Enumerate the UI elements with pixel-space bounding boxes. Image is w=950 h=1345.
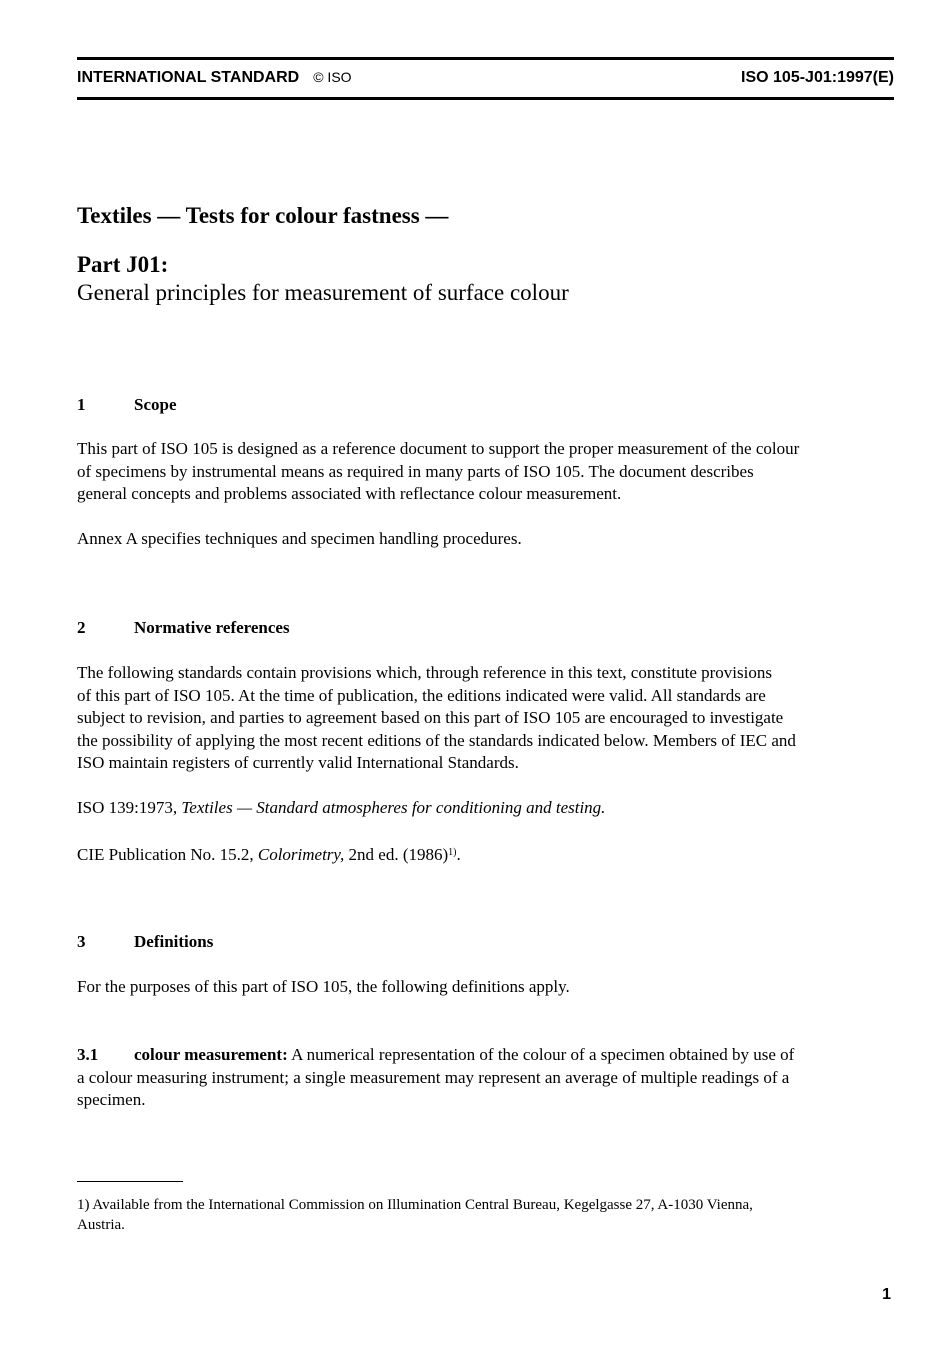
paragraph-line: of this part of ISO 105. At the time of publication, the editions indicated were valid. All standards are [77,685,766,705]
definition-term: colour measurement: [134,1045,288,1064]
section-number: 3 [77,932,86,951]
paragraph-line: The following standards contain provisions which, through reference in this text, constitute provisions [77,663,772,682]
footnote-line: Austria. [77,1217,125,1233]
paragraph-line: of specimens by instrumental means as required in many parts of ISO 105. The document describes [77,461,754,481]
reference-number: ISO 139:1973, [77,798,182,817]
paragraph-line: the possibility of applying the most recent editions of the standards indicated below. Members of IEC and [77,730,796,750]
footnote-separator [77,1181,183,1182]
reference-title: Textiles — Standard atmospheres for conditioning and testing. [181,798,606,817]
paragraph-line: general concepts and problems associated with reflectance colour measurement. [77,484,622,503]
document-title: Textiles — Tests for colour fastness — [77,203,449,228]
section-heading-normative-references [77,618,290,638]
reference-title: Colorimetry, [257,845,345,864]
scope-annex-paragraph: Annex A specifies techniques and specimen handling procedures. [77,529,522,548]
definition-number: 3.1 [77,1045,99,1064]
section-heading-scope [77,395,177,415]
document-part: Part J01: [77,252,169,277]
definition-3-1 [77,1044,895,1112]
header-standard-label: INTERNATIONAL STANDARD [77,69,300,86]
reference-iso-139 [77,797,895,820]
normative-paragraph [77,662,895,775]
header-bottom-rule [77,97,894,100]
header-left [77,69,352,87]
section-heading-definitions [77,932,213,952]
paragraph-line: subject to revision, and parties to agreement based on this part of ISO 105 are encouraged to investigate [77,708,784,727]
footnote [77,1195,895,1235]
footnote-line: 1) Available from the International Commission on Illumination Central Bureau, Kegelgasse 27, A-1030 Vienna, [77,1197,753,1213]
footnote-marker: 1) [448,847,457,858]
header-top-rule [77,57,894,60]
document-subtitle: General principles for measurement of surface colour [77,280,569,305]
paragraph-line: ISO maintain registers of currently valid International Standards. [77,753,519,772]
section-title: Normative references [134,618,290,637]
paragraph-line: a colour measuring instrument; a single measurement may represent an average of multiple readings of a [77,1067,790,1087]
scope-paragraph [77,438,895,506]
section-title: Definitions [134,932,214,951]
paragraph-line: This part of ISO 105 is designed as a reference document to support the proper measurement of the colour [77,439,800,458]
definition-first-line [77,1044,895,1067]
section-number: 1 [77,395,86,414]
reference-end: . [456,845,461,864]
definition-text: A numerical representation of the colour of a specimen obtained by use of [287,1045,795,1064]
reference-number: CIE Publication No. 15.2, [77,845,258,864]
reference-edition: 2nd ed. (1986) [344,845,449,864]
header-copyright: © ISO [313,69,352,85]
section-title: Scope [134,395,177,414]
reference-cie-15-2 [77,842,895,867]
paragraph-line: specimen. [77,1090,146,1109]
page-number: 1 [882,1286,891,1303]
definitions-paragraph: For the purposes of this part of ISO 105, the following definitions apply. [77,977,570,996]
header-document-number: ISO 105-J01:1997(E) [741,69,894,86]
section-number: 2 [77,618,86,637]
